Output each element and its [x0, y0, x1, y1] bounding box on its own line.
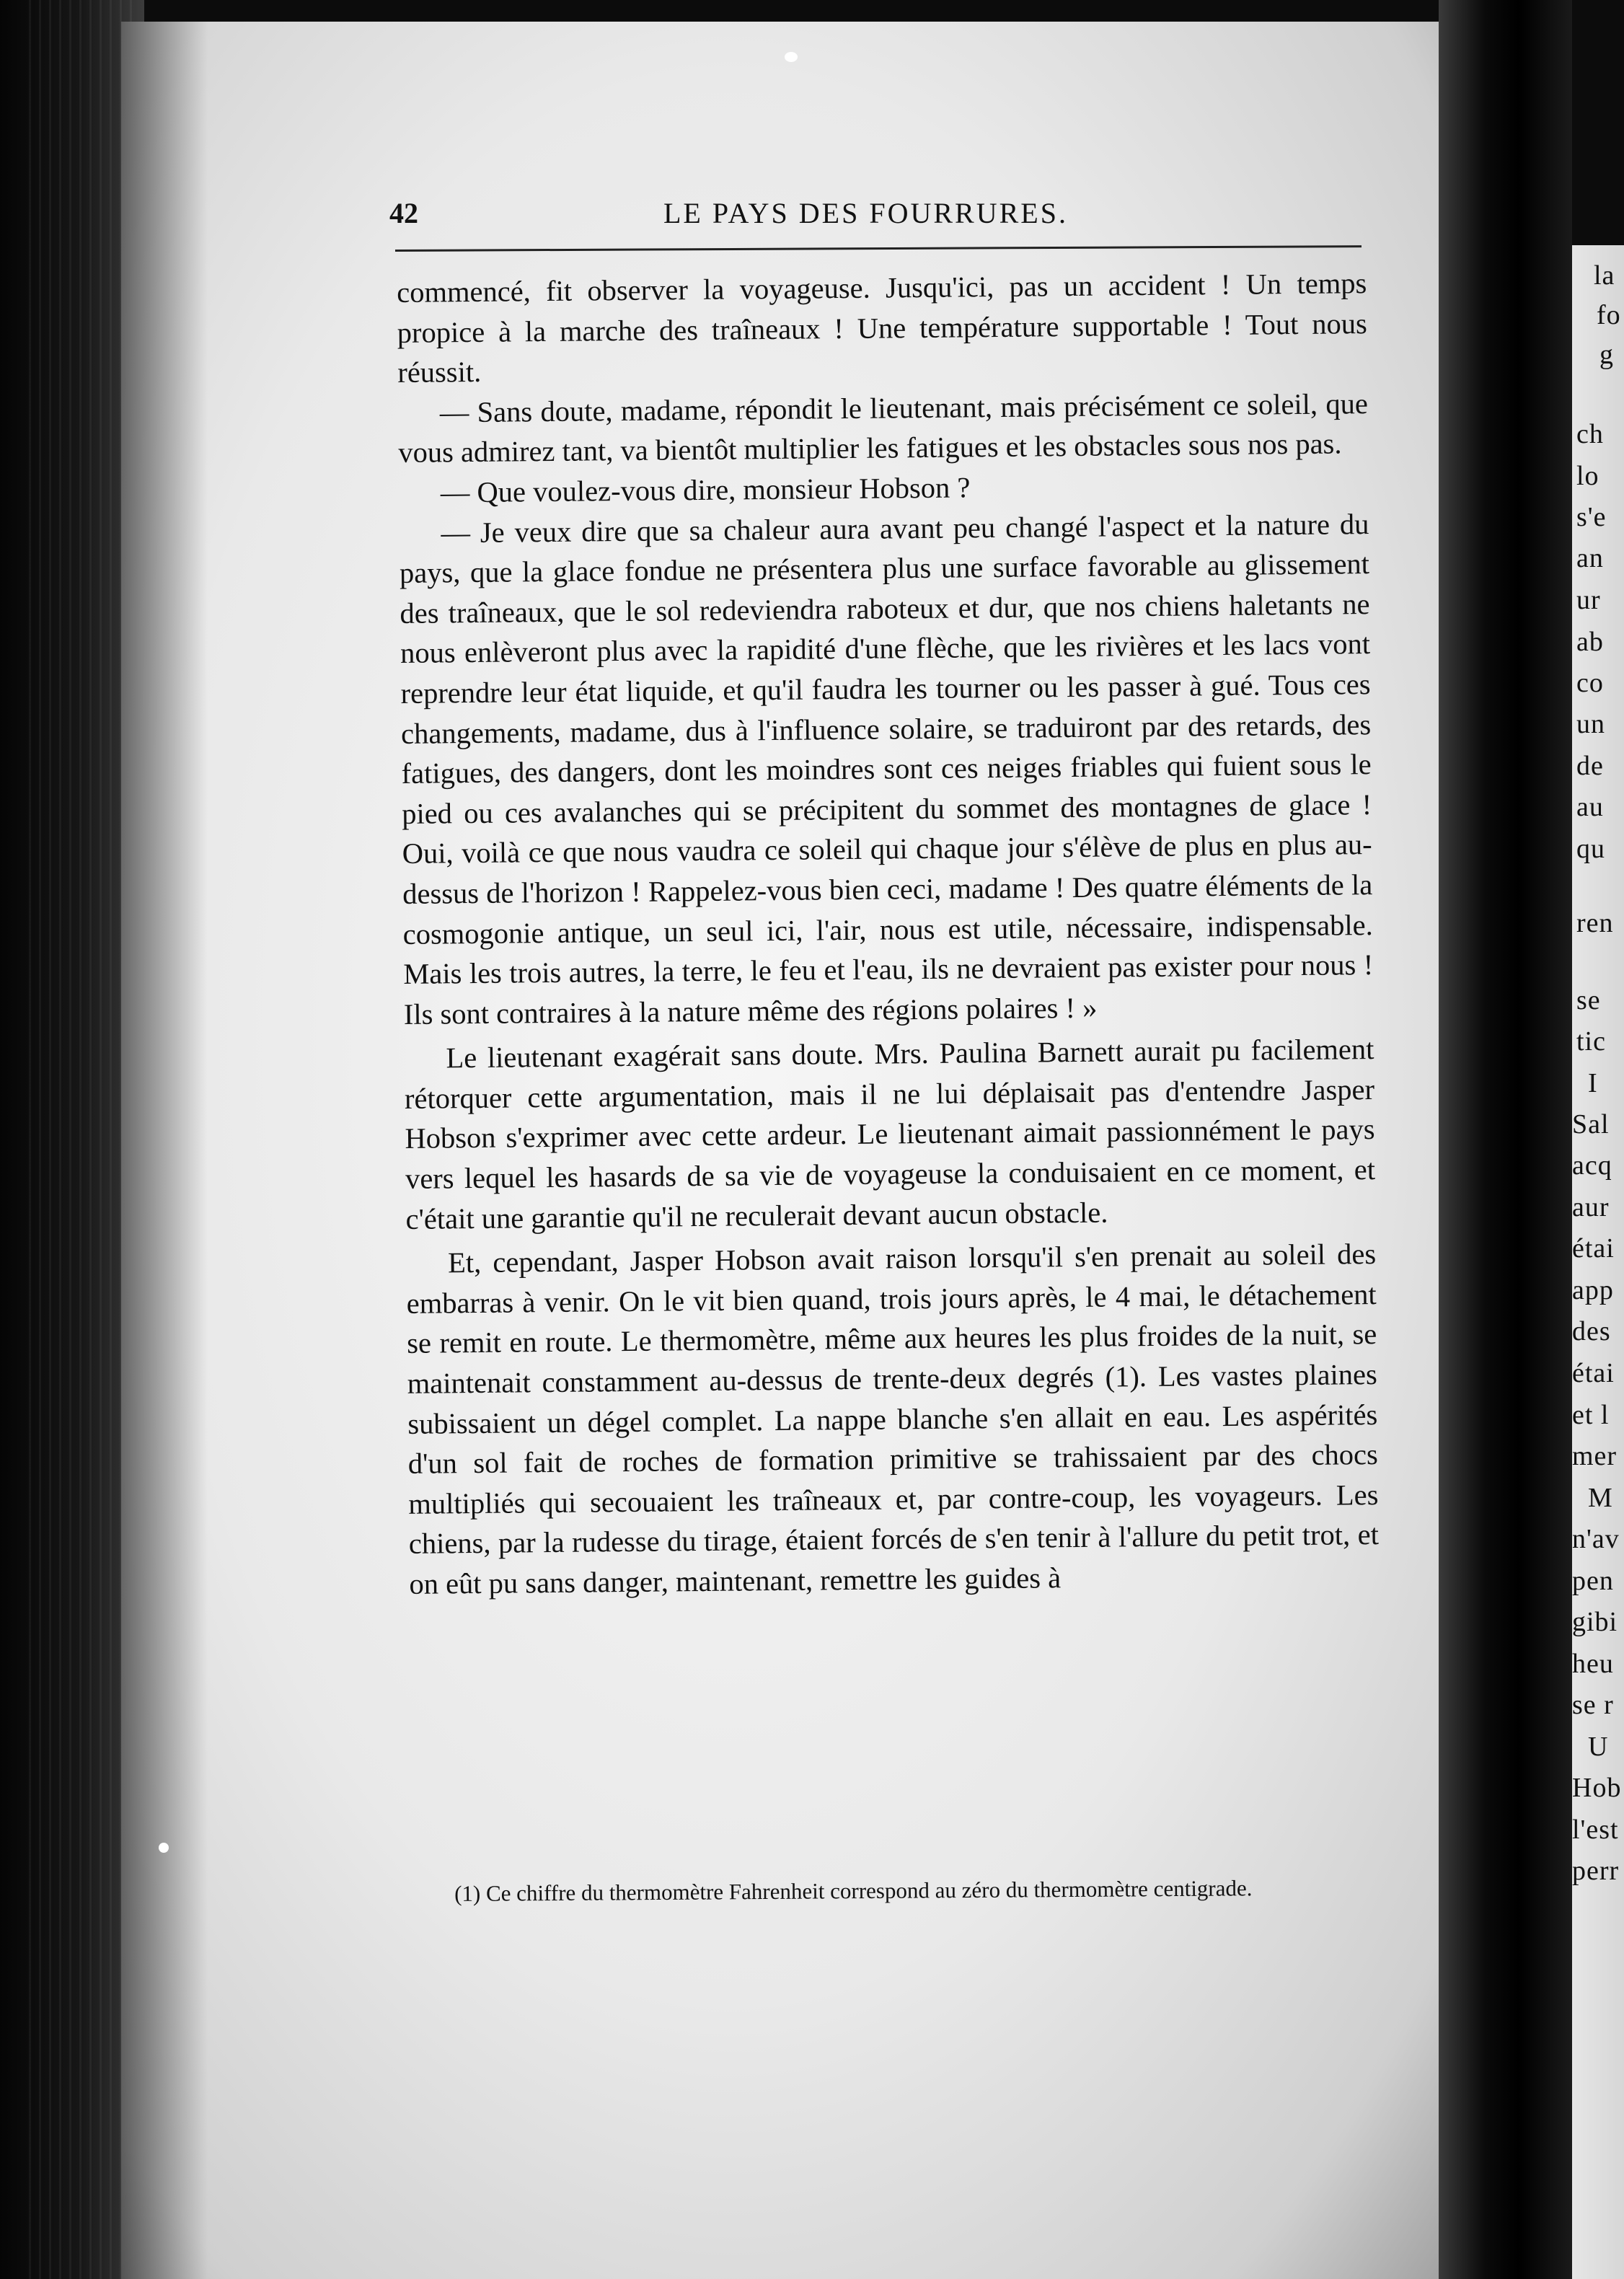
next-page-fragment: des [1572, 1316, 1611, 1346]
next-page-fragment: perr [1572, 1856, 1620, 1886]
next-page-fragment: lo [1576, 461, 1599, 491]
next-page-fragment: heu [1572, 1649, 1614, 1679]
next-page-edge [1572, 245, 1624, 2279]
next-page-fragment: et l [1572, 1400, 1610, 1430]
paragraph: — Je veux dire que sa chaleur aura avant peu changé l'aspect et la nature du pays, que la glace fondue ne présentera plus une surface favorable au glissement des traîneaux, que le sol redeviendra raboteux et dur, que nos chiens haletants ne nous enlèveront plus avec la rapidité d'une flèche, que les rivières et les lacs vont reprendre leur état liquide, et qu'il faudra les tourner ou les passer à gué. Tous ces changements, madame, dus à l'influence solaire, se traduiront par des retards, des fatigues, des dangers, dont les moindres sont ces neiges friables qui fuient sous le pied ou ces avalanches qui se précipitent du sommet des montagnes de glace ! Oui, voilà ce que nous vaudra ce soleil qui chaque jour s'élève de plus en plus au-dessus de l'horizon ! Rappelez-vous bien ceci, madame ! Des quatre éléments de la cosmogonie antique, un seul ici, l'air, nous est utile, nécessaire, indispensable. Mais les trois autres, la terre, le feu et l'eau, ils ne devraient pas exister pour nous ! Ils sont contraires à la nature même des régions polaires ! » [399, 507, 1374, 1031]
next-page-fragment: Hob [1572, 1773, 1622, 1803]
next-page-fragment: ren [1576, 908, 1614, 938]
paragraph: Et, cependant, Jasper Hobson avait raison lorsqu'il s'en prenait au soleil des embarras à venir. On le vit bien quand, trois jours après, le 4 mai, le détachement se remit en route. Le thermomètre, même aux heures les plus froides de la nuit, se maintenait constamment au-dessus de trente-deux degrés (1). Les vastes plaines subissaient un dégel complet. La nappe blanche s'en allait en eau. Les aspérités d'un sol fait de roches de formation primitive se trahissaient par des chocs multipliés qui secouaient les traîneaux et, par contre-coup, les voyageurs. Les chiens, par la rudesse du tirage, étaient forcés de s'en tenir à l'allure du petit trot, et on eût pu sans danger, maintenant, remettre les guides à [406, 1238, 1380, 1600]
footnote: (1) Ce chiffre du thermomètre Fahrenheit correspond au zéro du thermomètre centigrade. [454, 1875, 1253, 1906]
next-page-fragment: g [1599, 340, 1614, 370]
page-header [389, 196, 1385, 239]
next-page-fragment: s'e [1576, 502, 1607, 532]
next-page-fragment: app [1572, 1275, 1614, 1305]
paragraph: commencé, fit observer la voyageuse. Jusqu'ici, pas un accident ! Un temps propice à la marche des traîneaux ! Une température supportable ! Tout nous réussit. [397, 267, 1367, 389]
next-page-fragment: gibi [1572, 1607, 1618, 1637]
next-page-fragment: se r [1572, 1690, 1614, 1720]
next-page-fragment: co [1576, 668, 1604, 698]
next-page-fragment: au [1576, 792, 1604, 822]
next-page-fragment: ch [1576, 419, 1604, 449]
next-page-fragment: qu [1576, 834, 1605, 864]
next-page-fragment: tic [1576, 1026, 1606, 1057]
next-page-fragment: M [1588, 1483, 1613, 1513]
next-page-fragment: an [1576, 543, 1604, 573]
dust-spot [159, 1843, 169, 1853]
next-page-fragment: l'est [1572, 1815, 1619, 1845]
next-page-fragment: étai [1572, 1233, 1615, 1264]
next-page-fragment: la [1594, 260, 1615, 291]
body-text [397, 263, 1380, 1604]
next-page-fragment: U [1588, 1732, 1609, 1762]
next-page-fragment: aur [1572, 1192, 1610, 1222]
paragraph: — Sans doute, madame, répondit le lieutenant, mais précisément ce soleil, que vous admirez tant, va bientôt multiplier les fatigues et les obstacles sous nos pas. [398, 387, 1369, 470]
next-page-fragment: de [1576, 751, 1604, 781]
running-title: LE PAYS DES FOURRURES. [663, 197, 1068, 229]
next-page-fragment: Sal [1572, 1109, 1610, 1140]
next-page-fragment: I [1588, 1068, 1598, 1098]
next-page-fragment: n'av [1572, 1524, 1620, 1554]
next-page-fragment: fo [1597, 300, 1621, 330]
paragraph: — Que voulez-vous dire, monsieur Hobson ? [440, 471, 971, 509]
next-page-fragment: acq [1572, 1150, 1612, 1181]
page-fold [1439, 0, 1572, 2279]
next-page-fragment: mer [1572, 1441, 1618, 1471]
page-shadow [121, 22, 208, 2279]
paragraph: Le lieutenant exagérait sans doute. Mrs. Paulina Barnett aurait pu facilement rétorquer cette argumentation, mais il ne lui déplaisait pas d'entendre Jasper Hobson s'exprimer avec cette ardeur. Le lieutenant aimait passionnément le pays vers lequel les hasards de sa vie de voyageuse la conduisaient en ce moment, et c'était une garantie qu'il ne reculerait devant aucun obstacle. [404, 1033, 1376, 1235]
next-page-fragment: ur [1576, 585, 1601, 615]
dust-spot [785, 52, 798, 62]
next-page-fragment: étai [1572, 1358, 1615, 1388]
page-number: 42 [389, 197, 418, 229]
next-page-fragment: un [1576, 709, 1605, 739]
next-page-fragment: pen [1572, 1566, 1614, 1596]
next-page-fragment: ab [1576, 627, 1604, 657]
next-page-fragment: se [1576, 985, 1601, 1015]
